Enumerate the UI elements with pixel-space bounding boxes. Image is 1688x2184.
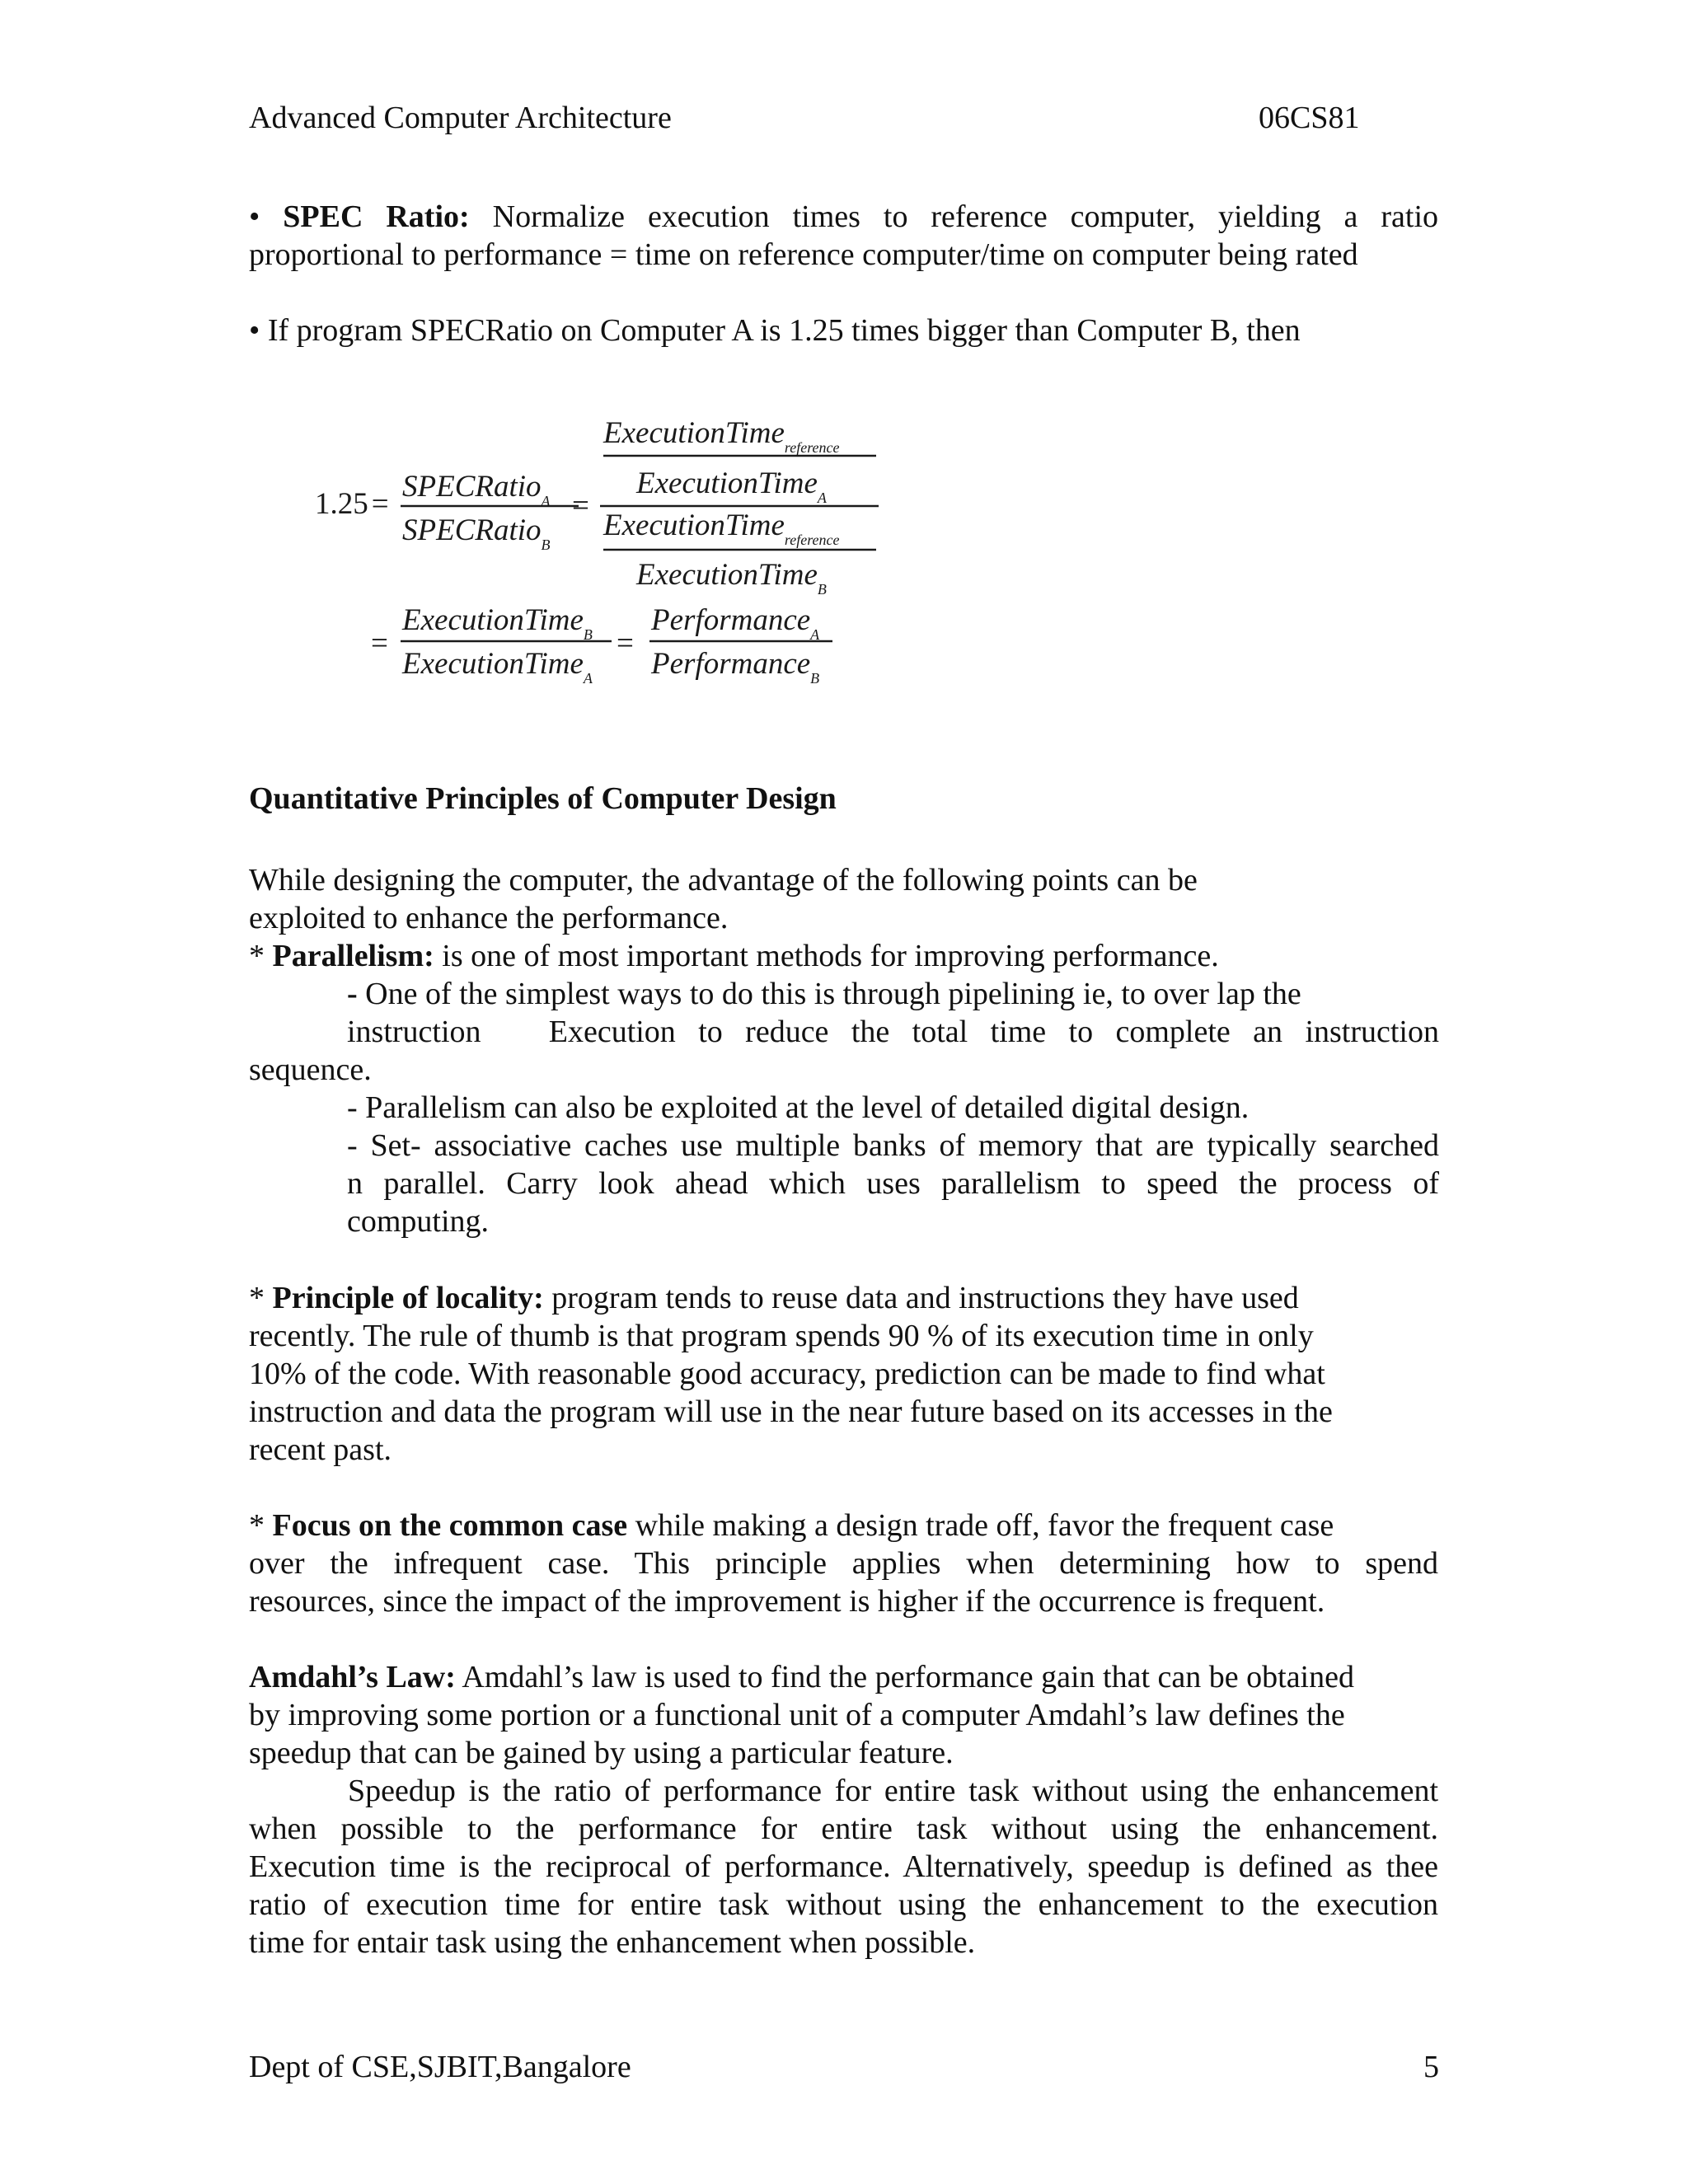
amdahl-line-1 xyxy=(249,1658,1438,1696)
caches-line-2: n parallel. Carry look ahead which uses parallelism to speed the process of xyxy=(347,1166,1439,1201)
parallelism-point-pipelining xyxy=(347,975,1439,1051)
formula-exec-time-a-den: ExecutionTime$_A$ xyxy=(402,647,593,687)
formula-equals-2: = xyxy=(371,626,388,660)
amdahl-paragraph xyxy=(249,1658,1438,1961)
formula-exec-time-ref-top: ExecutionTime$_{reference}$ xyxy=(603,416,840,456)
footer-page-number: 5 xyxy=(1423,2050,1439,2084)
pipelining-line-3: sequence. xyxy=(249,1052,372,1087)
amdahl-p2-line-3: Execution time is the reciprocal of performance. Alternatively, speedup is defined as thee xyxy=(249,1849,1438,1884)
pipelining-line-1 xyxy=(347,975,1439,1013)
formula-exec-time-ref-bottom: ExecutionTime$_{reference}$ xyxy=(603,509,840,548)
common-case-label: Focus on the common case xyxy=(272,1508,628,1543)
amdahl-line-1-text: Amdahl’s law is used to find the performance gain that can be obtained xyxy=(462,1660,1354,1694)
formula-specratio-a: SPECRatio$_A$ xyxy=(402,470,551,509)
spec-ratio-line-1-text: Normalize execution times to reference computer, yielding a ratio xyxy=(492,199,1438,234)
amdahl-line-3: speedup that can be gained by using a particular feature. xyxy=(249,1736,954,1770)
formula-exec-time-b-num: ExecutionTime$_B$ xyxy=(402,603,593,643)
amdahl-p2-line-5: time for entair task using the enhancement when possible. xyxy=(249,1925,976,1960)
locality-line-4: instruction and data the program will use in the near future based on its accesses in the xyxy=(249,1394,1333,1429)
footer-department: Dept of CSE,SJBIT,Bangalore xyxy=(249,2050,631,2084)
intro-line-2: exploited to enhance the performance. xyxy=(249,901,729,935)
parallelism-point-caches xyxy=(347,1127,1439,1240)
formula-lhs-value: 1.25 = xyxy=(315,487,389,521)
common-case-star: * xyxy=(249,1508,265,1543)
formula-equals-3: = xyxy=(617,626,634,660)
parallelism-heading-line xyxy=(249,937,1219,975)
spec-ratio-formula xyxy=(305,408,898,696)
common-case-line-2: over the infrequent case. This principle applies when determining how to spend xyxy=(249,1546,1438,1581)
parallelism-point-digital-design: - Parallelism can also be exploited at the level of detailed digital design. xyxy=(347,1090,1250,1125)
parallelism-star: * xyxy=(249,939,265,973)
intro-paragraph xyxy=(249,861,1198,937)
pipelining-dash: - xyxy=(347,977,358,1011)
header-course-code: 06CS81 xyxy=(1259,101,1360,135)
pipelining-line-1-text: One of the simplest ways to do this is through pipelining ie, to over lap the xyxy=(365,977,1301,1011)
common-case-line-1 xyxy=(249,1507,1438,1544)
if-spec-ratio-text: If program SPECRatio on Computer A is 1.25 times bigger than Computer B, then xyxy=(267,313,1301,348)
amdahl-p2-line-1: Speedup is the ratio of performance for entire task without using the enhancement xyxy=(348,1774,1438,1808)
spec-ratio-line-2: proportional to performance = time on reference computer/time on computer being rated xyxy=(249,237,1358,272)
parallelism-text: is one of most important methods for improving performance. xyxy=(442,939,1219,973)
header-title: Advanced Computer Architecture xyxy=(249,101,672,135)
parallelism-label: Parallelism: xyxy=(272,939,434,973)
locality-label: Principle of locality: xyxy=(272,1281,544,1315)
pipelining-line-2 xyxy=(347,1013,1439,1051)
amdahl-line-2: by improving some portion or a functional unit of a computer Amdahl’s law defines the xyxy=(249,1698,1345,1732)
locality-line-1-text: program tends to reuse data and instructions they have used xyxy=(551,1281,1299,1315)
spec-ratio-label: SPEC Ratio: xyxy=(283,199,470,234)
formula-exec-time-b-bottom: ExecutionTime$_B$ xyxy=(636,558,827,598)
caches-line-1: - Set- associative caches use multiple banks of memory that are typically searched xyxy=(347,1128,1439,1163)
if-spec-ratio-paragraph xyxy=(249,312,1301,349)
common-case-paragraph xyxy=(249,1507,1438,1620)
amdahl-p2-line-2: when possible to the performance for entire task without using the enhancement. xyxy=(249,1811,1438,1846)
amdahl-label: Amdahl’s Law: xyxy=(249,1660,456,1694)
caches-line-3: computing. xyxy=(347,1204,490,1239)
spec-ratio-line-1 xyxy=(249,198,1438,236)
common-case-line-3: resources, since the impact of the improvement is higher if the occurrence is frequent. xyxy=(249,1584,1325,1619)
formula-specratio-b: SPECRatio$_B$ xyxy=(402,513,551,553)
pipelining-line-2-text: instruction Execution to reduce the total time to complete an instruction xyxy=(347,1015,1439,1049)
formula-equals-1: = xyxy=(572,489,589,523)
formula-exec-time-a-top: ExecutionTime$_A$ xyxy=(636,466,827,506)
bullet: • xyxy=(249,199,260,234)
section-title: Quantitative Principles of Computer Design xyxy=(249,781,837,816)
locality-line-1 xyxy=(249,1279,1438,1317)
spec-ratio-paragraph xyxy=(249,198,1438,274)
formula-performance-a: Performance$_A$ xyxy=(651,603,820,643)
locality-line-2: recently. The rule of thumb is that program spends 90 % of its execution time in only xyxy=(249,1319,1314,1353)
bullet: • xyxy=(249,313,260,348)
formula-performance-b: Performance$_B$ xyxy=(651,647,820,687)
locality-line-5: recent past. xyxy=(249,1432,392,1467)
locality-star: * xyxy=(249,1281,265,1315)
locality-paragraph xyxy=(249,1279,1438,1469)
locality-line-3: 10% of the code. With reasonable good accuracy, prediction can be made to find what xyxy=(249,1357,1325,1391)
amdahl-p2-line-4: ratio of execution time for entire task without using the enhancement to the execution xyxy=(249,1887,1438,1922)
intro-line-1: While designing the computer, the advantage of the following points can be xyxy=(249,863,1198,898)
common-case-line-1-text: while making a design trade off, favor the frequent case xyxy=(635,1508,1334,1543)
